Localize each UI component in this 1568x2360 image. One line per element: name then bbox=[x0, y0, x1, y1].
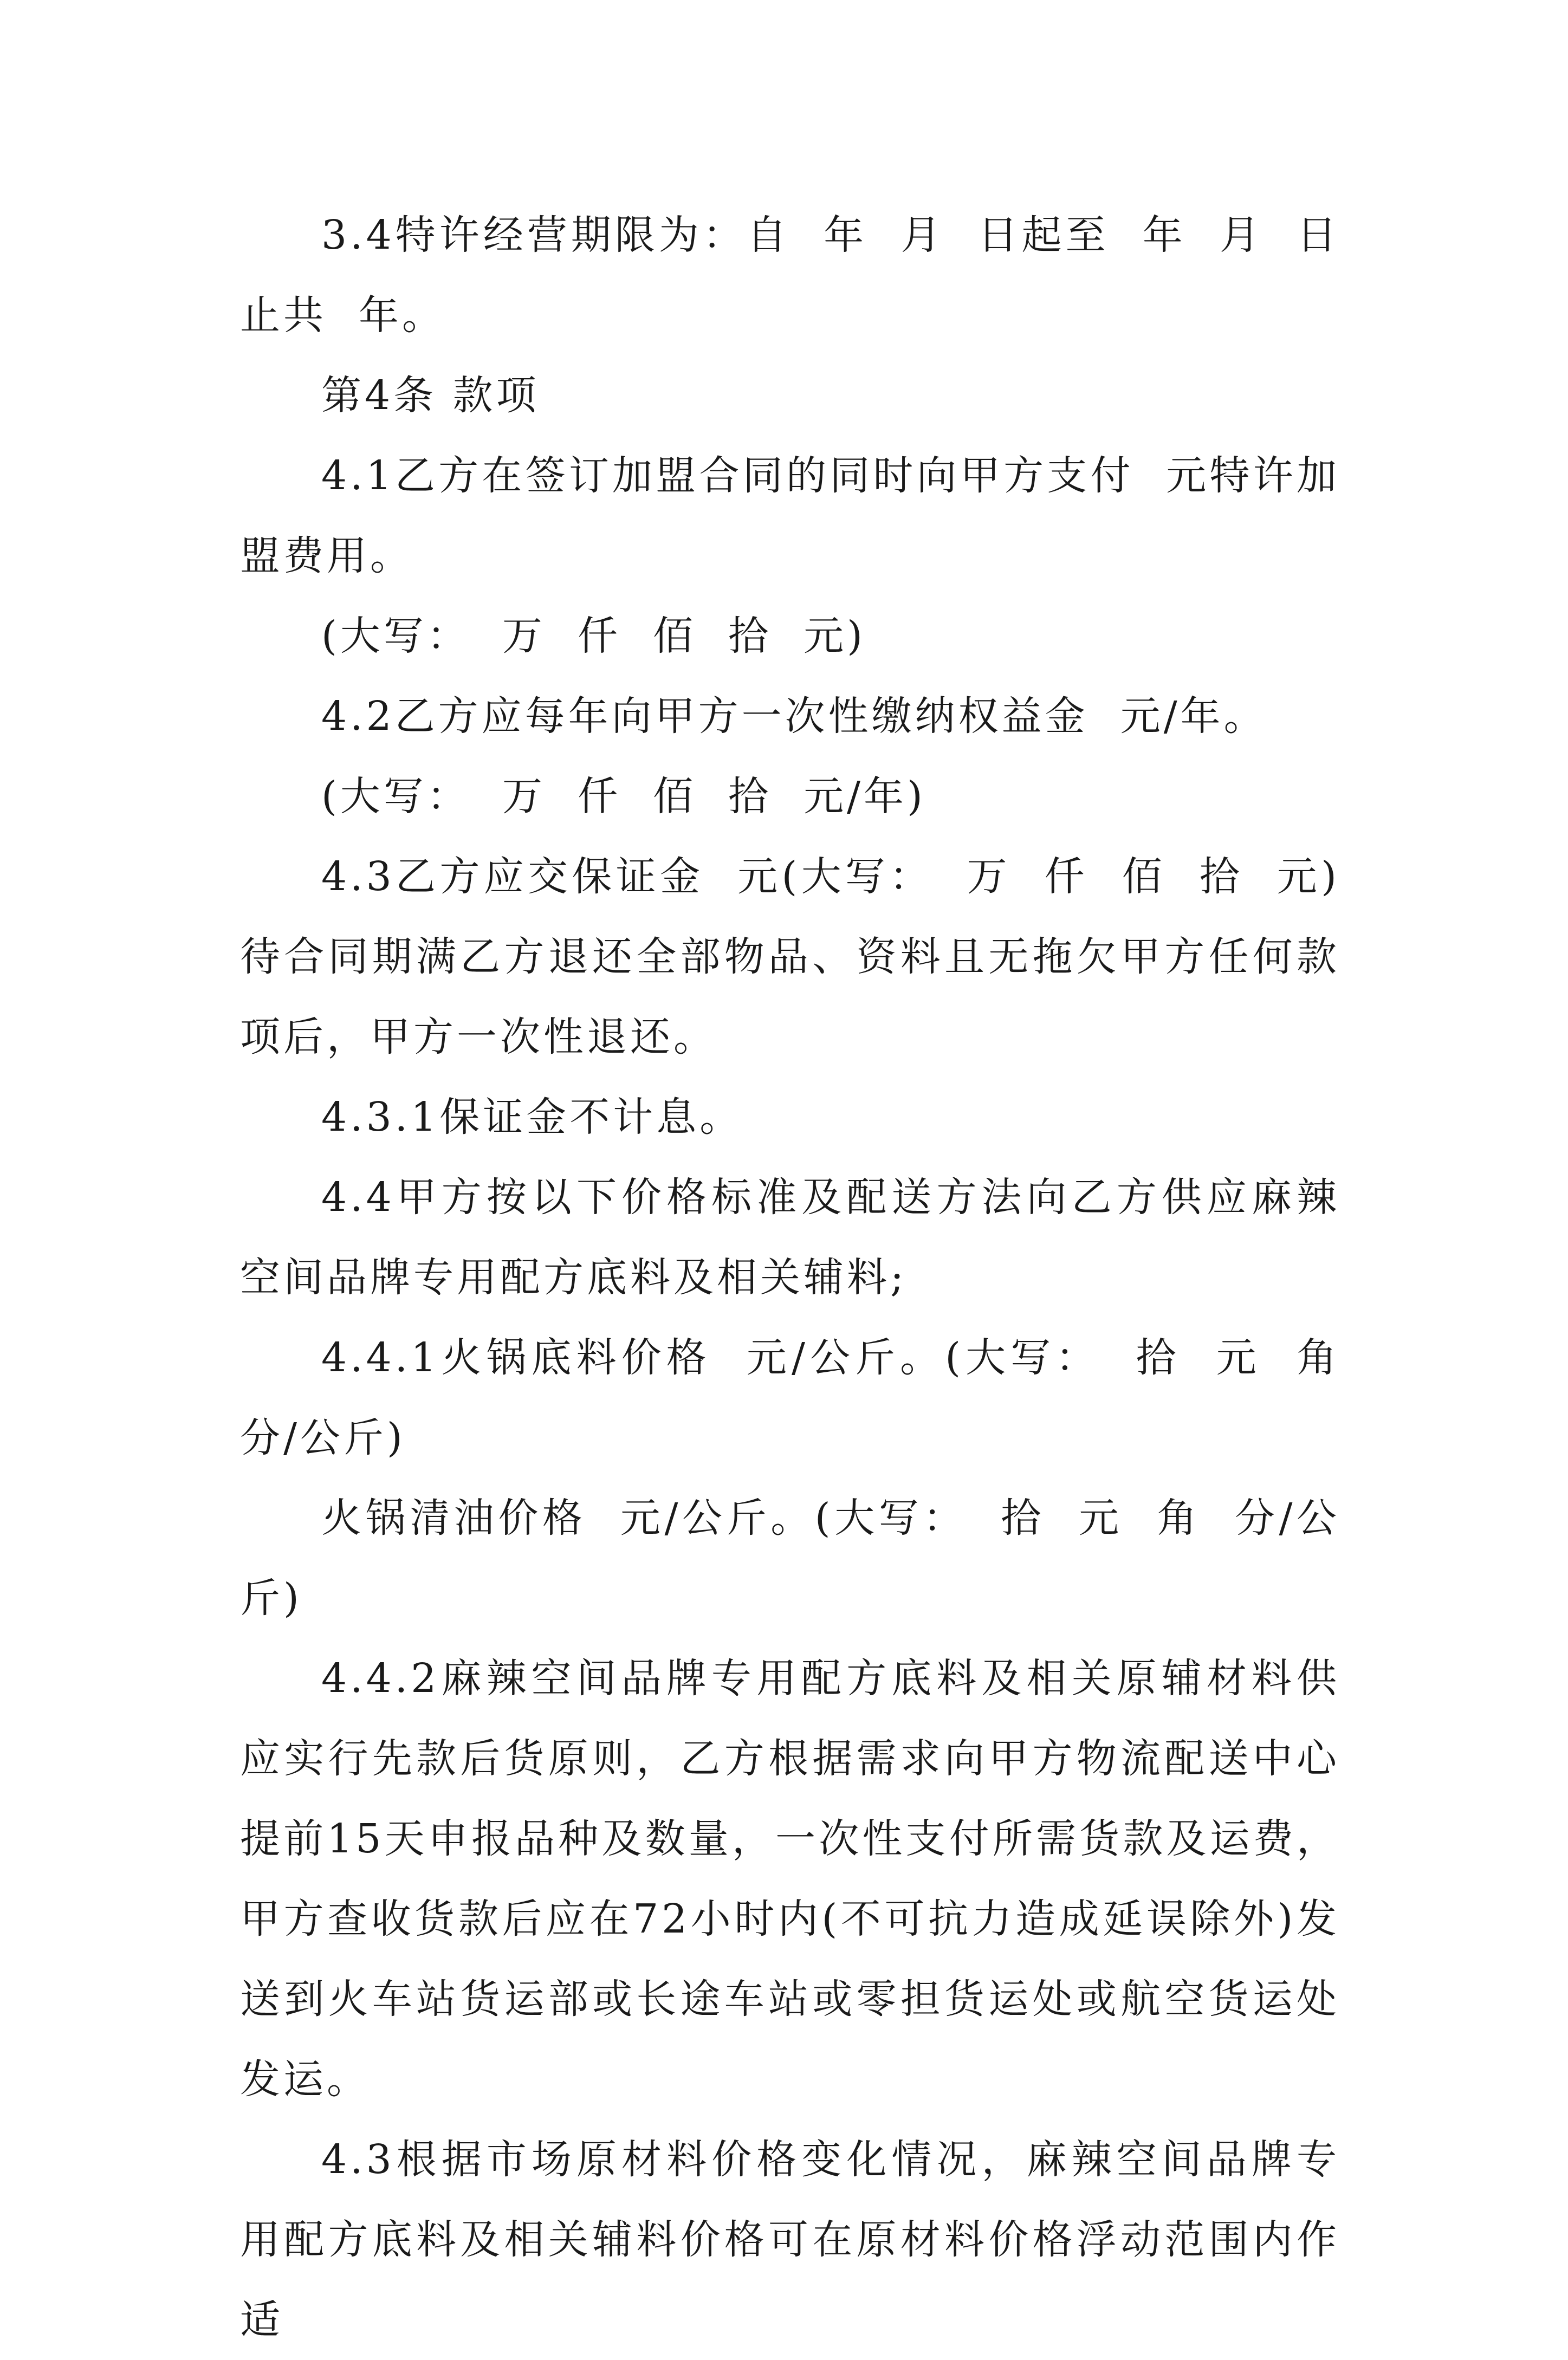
clause-4-4-1-base-price: 4.4.1火锅底料价格 元/公斤。(大写： 拾 元 角 分/公斤) bbox=[240, 1334, 1372, 1461]
clause-oil-price: 火锅清油价格 元/公斤。(大写： 拾 元 角 分/公斤) bbox=[240, 1495, 1340, 1622]
article-4-heading: 第4条 款项 bbox=[321, 372, 540, 419]
contract-text bbox=[240, 195, 1372, 2360]
clause-4-3-price-adjust: 4.3根据市场原材料价格变化情况，麻辣空间品牌专用配方底料及相关辅料价格可在原材料价格浮动范围内作适 bbox=[240, 2136, 1340, 2343]
clause-4-3-1-no-interest: 4.3.1保证金不计息。 bbox=[321, 1094, 743, 1140]
clause-4-4-2-payment: 4.4.2麻辣空间品牌专用配方底料及相关原辅材料供应实行先款后货原则，乙方根据需求向甲方物流配送中心提前15天申报品种及数量，一次性支付所需货款及运费，甲方查收货款后应在72小时内(不可抗力造成延误除外)发送到火车站货运部或长途车站或零担货运处或航空货运处发运。 bbox=[240, 1655, 1340, 2103]
clause-4-2-amount-words: (大写： 万 仟 佰 拾 元/年) bbox=[321, 773, 926, 820]
clause-4-1-amount-words: (大写： 万 仟 佰 拾 元) bbox=[321, 613, 866, 659]
clause-4-1-franchise-fee: 4.1乙方在签订加盟合同的同时向甲方支付 元特许加盟费用。 bbox=[240, 452, 1340, 579]
clause-3-4-term: 3.4特许经营期限为：自 年 月 日起至 年 月 日止共 年。 bbox=[240, 212, 1340, 339]
clause-4-3-deposit: 4.3乙方应交保证金 元(大写： 万 仟 佰 拾 元)待合同期满乙方退还全部物品、资料且无拖欠甲方任何款项后，甲方一次性退还。 bbox=[240, 853, 1340, 1060]
clause-4-2-royalty: 4.2乙方应每年向甲方一次性缴纳权益金 元/年。 bbox=[321, 693, 1267, 740]
clause-4-4-supply: 4.4甲方按以下价格标准及配送方法向乙方供应麻辣空间品牌专用配方底料及相关辅料; bbox=[240, 1174, 1340, 1301]
